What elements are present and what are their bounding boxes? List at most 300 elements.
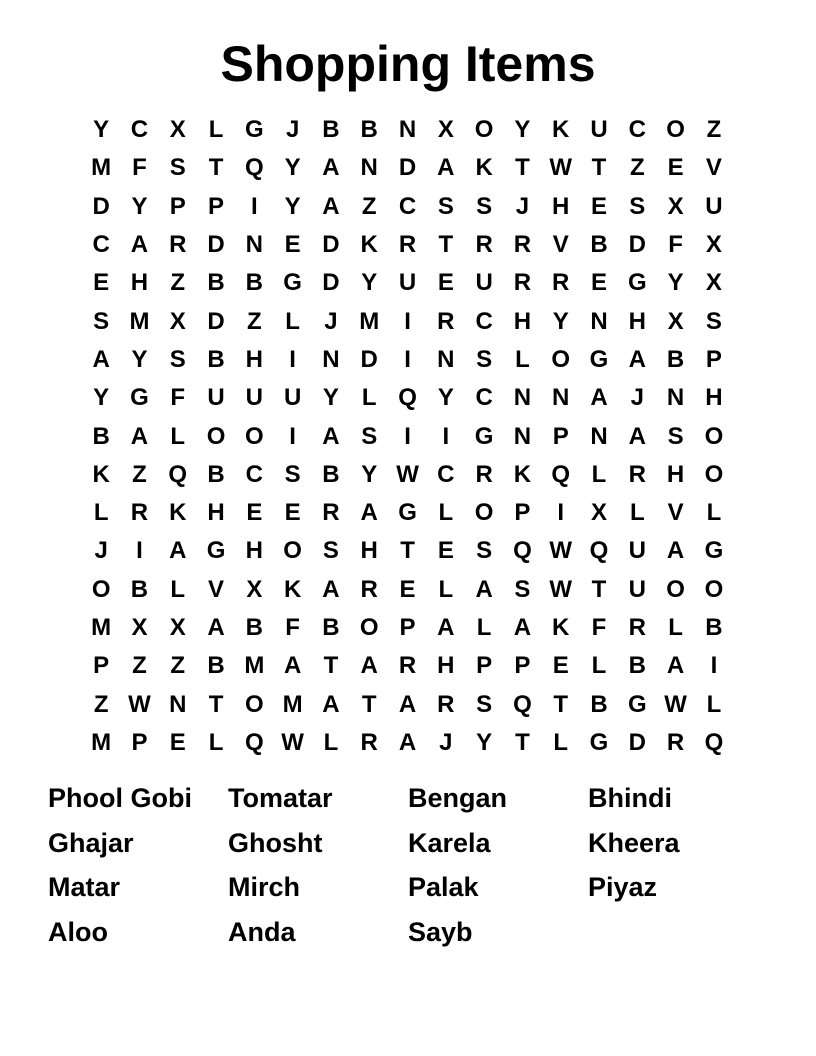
grid-letter[interactable]: I	[289, 345, 296, 373]
grid-letter[interactable]: P	[399, 614, 416, 641]
grid-letter[interactable]: G	[589, 345, 609, 373]
grid-letter[interactable]: D	[360, 345, 378, 373]
grid-letter[interactable]: S	[284, 460, 301, 488]
grid-letter[interactable]: P	[705, 345, 722, 373]
grid-letter[interactable]: N	[398, 116, 417, 144]
grid-letter[interactable]: N	[552, 384, 570, 412]
grid-letter[interactable]: K	[552, 116, 570, 144]
grid-letter[interactable]: Q	[513, 537, 532, 565]
grid-letter[interactable]: G	[206, 537, 226, 565]
grid-letter[interactable]: W	[549, 154, 573, 182]
grid-letter[interactable]: S	[361, 422, 378, 450]
grid-letter[interactable]: K	[283, 575, 302, 603]
grid-letter[interactable]: H	[513, 307, 532, 335]
grid-letter[interactable]: Y	[131, 192, 148, 220]
word-list-item: Phool Gobi	[48, 783, 192, 813]
grid-letter[interactable]: A	[207, 614, 225, 641]
grid-letter[interactable]: W	[549, 537, 573, 565]
grid-letter[interactable]: O	[91, 575, 111, 603]
grid-letter[interactable]: R	[475, 231, 493, 259]
grid-letter[interactable]: P	[131, 728, 148, 756]
grid-letter[interactable]: L	[323, 728, 339, 756]
grid-letter[interactable]: Y	[93, 116, 110, 144]
grid-letter[interactable]: I	[289, 422, 296, 450]
grid-letter[interactable]: L	[515, 345, 530, 373]
grid-letter[interactable]: V	[208, 575, 225, 603]
grid-letter[interactable]: D	[628, 231, 646, 259]
grid-letter[interactable]: B	[245, 269, 263, 297]
grid-letter[interactable]: X	[591, 499, 608, 527]
grid-letter[interactable]: Y	[437, 384, 454, 412]
grid-letter[interactable]: B	[628, 652, 646, 680]
grid-letter[interactable]: E	[169, 728, 186, 756]
grid-letter[interactable]: Q	[168, 460, 188, 488]
grid-letter[interactable]: X	[169, 116, 186, 144]
grid-letter[interactable]: G	[283, 269, 302, 297]
grid-letter[interactable]: B	[590, 231, 608, 259]
grid-letter[interactable]: D	[322, 269, 340, 297]
grid-letter[interactable]: U	[398, 269, 417, 297]
grid-letter[interactable]: Z	[629, 154, 645, 182]
grid-letter[interactable]: O	[551, 345, 571, 373]
grid-letter[interactable]: G	[627, 269, 647, 297]
grid-letter[interactable]: B	[666, 345, 685, 373]
grid-letter[interactable]: B	[590, 690, 608, 718]
grid-letter[interactable]: N	[666, 384, 685, 412]
grid-letter[interactable]: L	[706, 499, 722, 527]
grid-letter[interactable]: R	[398, 652, 417, 680]
grid-letter[interactable]: U	[705, 192, 723, 220]
grid-letter[interactable]: L	[170, 422, 186, 450]
word-list	[48, 776, 768, 955]
grid-letter[interactable]: L	[285, 307, 300, 335]
grid-letter[interactable]: Q	[245, 728, 264, 756]
grid-letter[interactable]: T	[438, 231, 454, 259]
grid-letter[interactable]: I	[404, 422, 411, 450]
grid-letter[interactable]: P	[208, 192, 225, 220]
grid-letter[interactable]: D	[92, 192, 110, 220]
grid-letter[interactable]: B	[705, 614, 723, 641]
grid-letter[interactable]: O	[704, 575, 724, 603]
grid-letter[interactable]: A	[322, 154, 340, 182]
grid-letter[interactable]: A	[92, 345, 110, 373]
grid-letter[interactable]: K	[92, 460, 110, 488]
grid-letter[interactable]: J	[515, 192, 530, 220]
grid-letter[interactable]: T	[515, 154, 530, 182]
word-list-item: Aloo	[48, 917, 108, 948]
grid-letter[interactable]: O	[704, 422, 724, 450]
grid-letter[interactable]: B	[322, 614, 340, 641]
grid-letter[interactable]: Q	[551, 460, 571, 488]
grid-letter[interactable]: A	[590, 384, 608, 412]
grid-letter[interactable]: N	[437, 345, 455, 373]
grid-letter[interactable]: X	[437, 116, 454, 144]
grid-letter[interactable]: H	[628, 307, 646, 335]
grid-letter[interactable]: N	[360, 154, 378, 182]
grid-letter[interactable]: A	[398, 728, 417, 756]
grid-letter[interactable]: C	[92, 231, 110, 259]
grid-letter[interactable]: F	[668, 231, 683, 259]
grid-letter[interactable]: M	[129, 307, 150, 335]
grid-letter[interactable]: T	[515, 728, 530, 756]
grid-letter[interactable]: S	[93, 307, 110, 335]
grid-letter[interactable]: X	[169, 614, 186, 641]
grid-letter[interactable]: J	[94, 537, 108, 565]
grid-letter[interactable]: J	[630, 384, 644, 412]
grid-letter[interactable]: D	[322, 231, 340, 259]
grid-letter[interactable]: E	[437, 269, 454, 297]
grid-letter[interactable]: T	[591, 575, 607, 603]
grid-letter[interactable]: O	[245, 690, 264, 718]
grid-letter[interactable]: R	[628, 460, 646, 488]
grid-letter[interactable]: E	[399, 575, 416, 603]
grid-letter[interactable]: M	[244, 652, 265, 680]
grid-letter[interactable]: T	[400, 537, 415, 565]
grid-letter[interactable]: N	[169, 690, 187, 718]
grid-letter[interactable]: S	[476, 345, 493, 373]
grid-letter[interactable]: U	[590, 116, 608, 144]
grid-letter[interactable]: L	[361, 384, 377, 412]
grid-letter[interactable]: O	[206, 422, 226, 450]
grid-letter[interactable]: S	[667, 422, 684, 450]
grid-letter[interactable]: L	[591, 460, 607, 488]
grid-letter[interactable]: N	[322, 345, 340, 373]
grid-letter[interactable]: W	[128, 690, 151, 718]
grid-letter[interactable]: F	[132, 154, 147, 182]
grid-letter[interactable]: K	[169, 499, 187, 527]
grid-letter[interactable]: T	[553, 690, 569, 718]
word-list-item: Anda	[228, 917, 296, 948]
grid-letter[interactable]: P	[169, 192, 186, 220]
grid-letter[interactable]: M	[91, 614, 112, 641]
grid-letter[interactable]: D	[628, 728, 646, 756]
grid-letter[interactable]: W	[281, 728, 304, 756]
grid-letter[interactable]: C	[437, 460, 455, 488]
grid-letter[interactable]: T	[208, 154, 224, 182]
grid-letter[interactable]: R	[552, 269, 570, 297]
grid-letter[interactable]: R	[513, 269, 532, 297]
grid-letter[interactable]: A	[322, 192, 340, 220]
grid-letter[interactable]: M	[91, 728, 112, 756]
grid-letter[interactable]: S	[476, 537, 493, 565]
grid-letter[interactable]: F	[285, 614, 300, 641]
grid-letter[interactable]: U	[207, 384, 225, 412]
grid-letter[interactable]: Q	[245, 154, 264, 182]
grid-letter[interactable]: W	[396, 460, 419, 488]
grid-letter[interactable]: I	[710, 652, 718, 680]
grid-letter[interactable]: C	[475, 307, 493, 335]
grid-letter[interactable]: V	[667, 499, 684, 527]
grid-letter[interactable]: R	[360, 728, 378, 756]
grid-letter[interactable]: E	[552, 652, 569, 680]
grid-letter[interactable]: A	[475, 575, 493, 603]
grid-letter[interactable]: R	[475, 460, 493, 488]
grid-letter[interactable]: S	[476, 690, 493, 718]
puzzle-title: Shopping Items	[220, 36, 596, 92]
grid-letter[interactable]: A	[322, 690, 340, 718]
grid-letter[interactable]: B	[130, 575, 149, 603]
grid-letter[interactable]: L	[553, 728, 569, 756]
grid-letter[interactable]: Z	[361, 192, 377, 220]
grid-letter[interactable]: L	[476, 614, 492, 641]
grid-letter[interactable]: P	[476, 652, 493, 680]
grid-letter[interactable]: R	[628, 614, 646, 641]
grid-letter[interactable]: T	[361, 690, 377, 718]
grid-letter[interactable]: K	[552, 614, 570, 641]
grid-letter[interactable]: K	[360, 231, 378, 259]
grid-letter[interactable]: O	[666, 575, 685, 603]
grid-letter[interactable]: Q	[704, 728, 724, 756]
grid-letter[interactable]: Y	[284, 192, 301, 220]
grid-letter[interactable]: R	[513, 231, 532, 259]
grid-letter[interactable]: G	[589, 728, 609, 756]
grid-letter[interactable]: G	[474, 422, 494, 450]
grid-letter[interactable]: I	[251, 192, 258, 220]
grid-letter[interactable]: H	[130, 269, 149, 297]
word-list-item: Kheera	[588, 827, 680, 858]
grid-letter[interactable]: X	[246, 575, 263, 603]
grid-letter[interactable]: N	[513, 384, 532, 412]
grid-letter[interactable]: E	[667, 154, 684, 182]
grid-letter[interactable]: O	[359, 614, 379, 641]
grid-letter[interactable]: F	[170, 384, 186, 412]
grid-letter[interactable]: U	[628, 537, 646, 565]
grid-letter[interactable]: Z	[132, 460, 147, 488]
grid-letter[interactable]: R	[398, 231, 417, 259]
grid-letter[interactable]: G	[130, 384, 149, 412]
grid-letter[interactable]: I	[136, 537, 143, 565]
grid-letter[interactable]: N	[245, 231, 263, 259]
grid-letter[interactable]: P	[514, 652, 531, 680]
grid-letter[interactable]: Z	[170, 269, 186, 297]
grid-letter[interactable]: L	[438, 575, 454, 603]
grid-letter[interactable]: Z	[170, 652, 186, 680]
grid-letter[interactable]: Y	[552, 307, 569, 335]
grid-letter[interactable]: B	[207, 652, 225, 680]
grid-letter[interactable]: Q	[398, 384, 417, 412]
grid-letter[interactable]: H	[437, 652, 455, 680]
grid-letter[interactable]: Z	[93, 690, 109, 718]
grid-letter[interactable]: C	[475, 384, 493, 412]
grid-letter[interactable]: Y	[284, 154, 301, 182]
grid-letter[interactable]: L	[93, 499, 109, 527]
grid-letter[interactable]: B	[92, 422, 110, 450]
grid-letter[interactable]: A	[666, 652, 685, 680]
grid-letter[interactable]: O	[474, 499, 494, 527]
grid-letter[interactable]: S	[705, 307, 722, 335]
grid-letter[interactable]: E	[591, 192, 608, 220]
grid-letter[interactable]: H	[245, 345, 263, 373]
grid-letter[interactable]: G	[245, 116, 264, 144]
grid-letter[interactable]: C	[398, 192, 417, 220]
grid-letter[interactable]: J	[324, 307, 338, 335]
grid-letter[interactable]: Y	[667, 269, 684, 297]
grid-letter[interactable]: L	[629, 499, 645, 527]
grid-letter[interactable]: H	[245, 537, 263, 565]
grid-letter[interactable]: W	[549, 575, 573, 603]
grid-letter[interactable]: G	[398, 499, 417, 527]
grid-letter[interactable]: A	[322, 575, 340, 603]
grid-letter[interactable]: A	[666, 537, 685, 565]
grid-letter[interactable]: V	[552, 231, 569, 259]
grid-letter[interactable]: Z	[247, 307, 262, 335]
grid-letter[interactable]: E	[437, 537, 454, 565]
grid-letter[interactable]: A	[437, 154, 455, 182]
grid-letter[interactable]: L	[438, 499, 454, 527]
grid-letter[interactable]: W	[664, 690, 687, 718]
grid-letter[interactable]: H	[705, 384, 723, 412]
grid-letter[interactable]: A	[130, 231, 149, 259]
grid-letter[interactable]: O	[666, 116, 685, 144]
grid-letter[interactable]: Y	[361, 269, 378, 297]
grid-letter[interactable]: X	[169, 307, 186, 335]
grid-letter[interactable]: T	[323, 652, 339, 680]
grid-letter[interactable]: U	[283, 384, 302, 412]
grid-letter[interactable]: H	[207, 499, 225, 527]
grid-letter[interactable]: E	[93, 269, 110, 297]
grid-letter[interactable]: M	[91, 154, 112, 182]
grid-letter[interactable]: Y	[361, 460, 378, 488]
grid-letter[interactable]: H	[666, 460, 685, 488]
grid-letter[interactable]: P	[514, 499, 531, 527]
grid-letter[interactable]: I	[442, 422, 450, 450]
grid-letter[interactable]: A	[628, 422, 646, 450]
grid-letter[interactable]: S	[629, 192, 646, 220]
word-list-item: Karela	[408, 827, 491, 858]
grid-letter[interactable]: R	[666, 728, 685, 756]
grid-letter[interactable]: A	[360, 499, 378, 527]
grid-letter[interactable]: R	[322, 499, 340, 527]
grid-letter[interactable]: A	[398, 690, 417, 718]
grid-letter[interactable]: D	[207, 231, 225, 259]
grid-letter[interactable]: B	[207, 460, 225, 488]
grid-letter[interactable]: K	[475, 154, 493, 182]
grid-letter[interactable]: P	[93, 652, 110, 680]
grid-letter[interactable]: I	[557, 499, 565, 527]
grid-letter[interactable]: A	[130, 422, 149, 450]
grid-letter[interactable]: X	[667, 192, 684, 220]
grid-letter[interactable]: D	[207, 307, 225, 335]
grid-letter[interactable]: R	[130, 499, 149, 527]
grid-letter[interactable]: Y	[476, 728, 493, 756]
grid-letter[interactable]: A	[437, 614, 455, 641]
grid-letter[interactable]: Y	[322, 384, 339, 412]
grid-letter[interactable]: A	[513, 614, 532, 641]
grid-letter[interactable]: S	[169, 345, 186, 373]
grid-letter[interactable]: N	[590, 307, 608, 335]
grid-letter[interactable]: B	[322, 116, 340, 144]
word-list-item: Mirch	[228, 872, 301, 903]
grid-letter[interactable]: B	[245, 614, 263, 641]
grid-letter[interactable]: I	[404, 345, 411, 373]
grid-letter[interactable]: L	[591, 652, 607, 680]
grid-letter[interactable]: H	[360, 537, 378, 565]
word-list-item: Tomatar	[228, 783, 333, 813]
grid-letter[interactable]: S	[437, 192, 454, 220]
grid-letter[interactable]: U	[628, 575, 646, 603]
grid-letter[interactable]: B	[322, 460, 340, 488]
grid-letter[interactable]: Z	[706, 116, 722, 144]
grid-letter[interactable]: M	[359, 307, 380, 335]
grid-letter[interactable]: M	[282, 690, 303, 718]
grid-letter[interactable]: L	[668, 614, 683, 641]
grid-letter[interactable]: U	[475, 269, 493, 297]
grid-letter[interactable]: J	[439, 728, 453, 756]
grid-letter[interactable]: G	[627, 690, 647, 718]
grid-letter[interactable]: Y	[131, 345, 148, 373]
grid-letter[interactable]: U	[245, 384, 263, 412]
grid-letter[interactable]: B	[360, 116, 378, 144]
grid-letter[interactable]: R	[169, 231, 187, 259]
grid-letter[interactable]: X	[705, 231, 722, 259]
grid-letter[interactable]: S	[476, 192, 493, 220]
grid-letter[interactable]: T	[591, 154, 607, 182]
grid-letter[interactable]: A	[360, 652, 378, 680]
grid-letter[interactable]: N	[590, 422, 608, 450]
grid-letter[interactable]: E	[284, 499, 301, 527]
grid-letter[interactable]: A	[283, 652, 302, 680]
grid-letter[interactable]: L	[208, 728, 224, 756]
grid-letter[interactable]: S	[322, 537, 339, 565]
grid-letter[interactable]: Y	[514, 116, 531, 144]
grid-letter[interactable]: L	[706, 690, 722, 718]
grid-letter[interactable]: S	[169, 154, 186, 182]
grid-letter[interactable]: A	[169, 537, 187, 565]
grid-letter[interactable]: L	[208, 116, 224, 144]
grid-letter[interactable]: B	[207, 345, 225, 373]
grid-letter[interactable]: C	[130, 116, 149, 144]
grid-letter[interactable]: A	[628, 345, 646, 373]
grid-letter[interactable]: B	[207, 269, 225, 297]
grid-letter[interactable]: I	[404, 307, 411, 335]
grid-letter[interactable]: L	[170, 575, 186, 603]
grid-letter[interactable]: E	[591, 269, 608, 297]
grid-letter[interactable]: E	[284, 231, 301, 259]
grid-letter[interactable]: R	[360, 575, 378, 603]
grid-letter[interactable]: C	[245, 460, 263, 488]
grid-letter[interactable]: F	[591, 614, 607, 641]
grid-letter[interactable]: E	[246, 499, 263, 527]
grid-letter[interactable]: Z	[132, 652, 147, 680]
grid-letter[interactable]: V	[705, 154, 722, 182]
grid-letter[interactable]: X	[131, 614, 148, 641]
grid-letter[interactable]: Q	[589, 537, 609, 565]
grid-letter[interactable]: H	[552, 192, 570, 220]
grid-letter[interactable]: D	[398, 154, 417, 182]
grid-letter[interactable]: Y	[93, 384, 110, 412]
grid-letter[interactable]: Q	[513, 690, 532, 718]
grid-letter[interactable]: O	[245, 422, 264, 450]
grid-letter[interactable]: R	[437, 307, 455, 335]
grid-letter[interactable]: X	[705, 269, 722, 297]
grid-letter[interactable]: O	[474, 116, 494, 144]
grid-letter[interactable]: P	[552, 422, 569, 450]
grid-letter[interactable]: X	[667, 307, 684, 335]
grid-letter[interactable]: G	[704, 537, 724, 565]
grid-letter[interactable]: O	[704, 460, 724, 488]
grid-letter[interactable]: A	[322, 422, 340, 450]
grid-letter[interactable]: S	[514, 575, 531, 603]
word-list-item: Matar	[48, 872, 121, 903]
grid-letter[interactable]: T	[208, 690, 224, 718]
grid-letter[interactable]: R	[437, 690, 455, 718]
word-list-item: Piyaz	[588, 872, 658, 903]
grid-letter[interactable]: C	[628, 116, 646, 144]
grid-letter[interactable]: K	[513, 460, 532, 488]
grid-letter[interactable]: O	[283, 537, 302, 565]
grid-letter[interactable]: J	[285, 116, 300, 144]
grid-letter[interactable]: N	[513, 422, 532, 450]
